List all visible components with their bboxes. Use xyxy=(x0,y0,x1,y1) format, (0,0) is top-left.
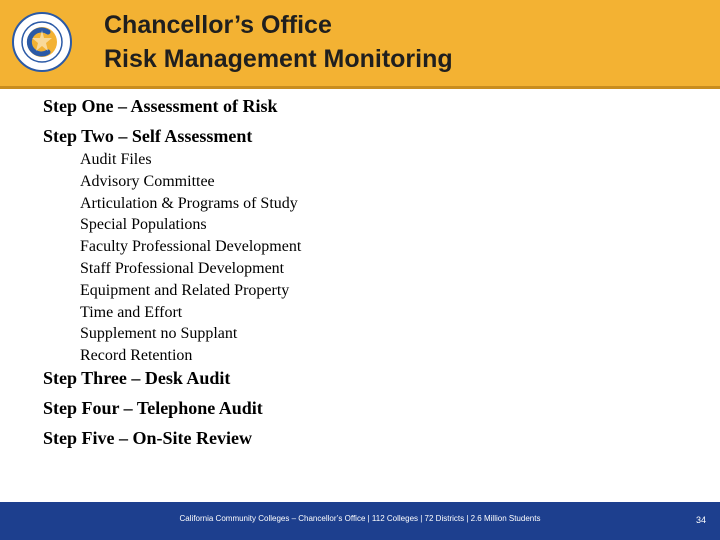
sub-item-special-populations: Special Populations xyxy=(80,216,207,234)
page-number: 34 xyxy=(695,515,706,525)
sub-item-equipment: Equipment and Related Property xyxy=(80,281,290,299)
step-one: Step One – Assessment of Risk xyxy=(43,96,278,116)
footer-text: California Community Colleges – Chancellor’s Office | 112 Colleges | 72 Districts | 2.6 Million Students xyxy=(179,514,541,523)
step-four: Step Four – Telephone Audit xyxy=(43,398,263,418)
step-three: Step Three – Desk Audit xyxy=(43,368,231,388)
sub-item-advisory-committee: Advisory Committee xyxy=(80,172,215,190)
title-line-1: Chancellor’s Office xyxy=(104,11,332,39)
header-divider xyxy=(0,86,720,89)
sub-item-articulation: Articulation & Programs of Study xyxy=(80,194,298,212)
steps-list-top xyxy=(43,91,278,151)
sub-item-faculty-development: Faculty Professional Development xyxy=(80,238,302,256)
self-assessment-sub-list xyxy=(80,149,301,367)
header-bar xyxy=(0,0,720,86)
sub-item-staff-development: Staff Professional Development xyxy=(80,259,285,277)
sub-item-time-and-effort: Time and Effort xyxy=(80,303,183,321)
page-title xyxy=(104,8,453,76)
footer-bar xyxy=(0,502,720,540)
sub-item-audit-files: Audit Files xyxy=(80,151,152,168)
step-two: Step Two – Self Assessment xyxy=(43,126,253,146)
sub-item-record-retention: Record Retention xyxy=(80,347,193,365)
title-line-2: Risk Management Monitoring xyxy=(104,45,453,73)
steps-list-bottom xyxy=(43,363,263,453)
step-five: Step Five – On-Site Review xyxy=(43,428,252,448)
california-community-colleges-seal-icon xyxy=(12,12,72,72)
sub-item-supplement: Supplement no Supplant xyxy=(80,325,238,343)
